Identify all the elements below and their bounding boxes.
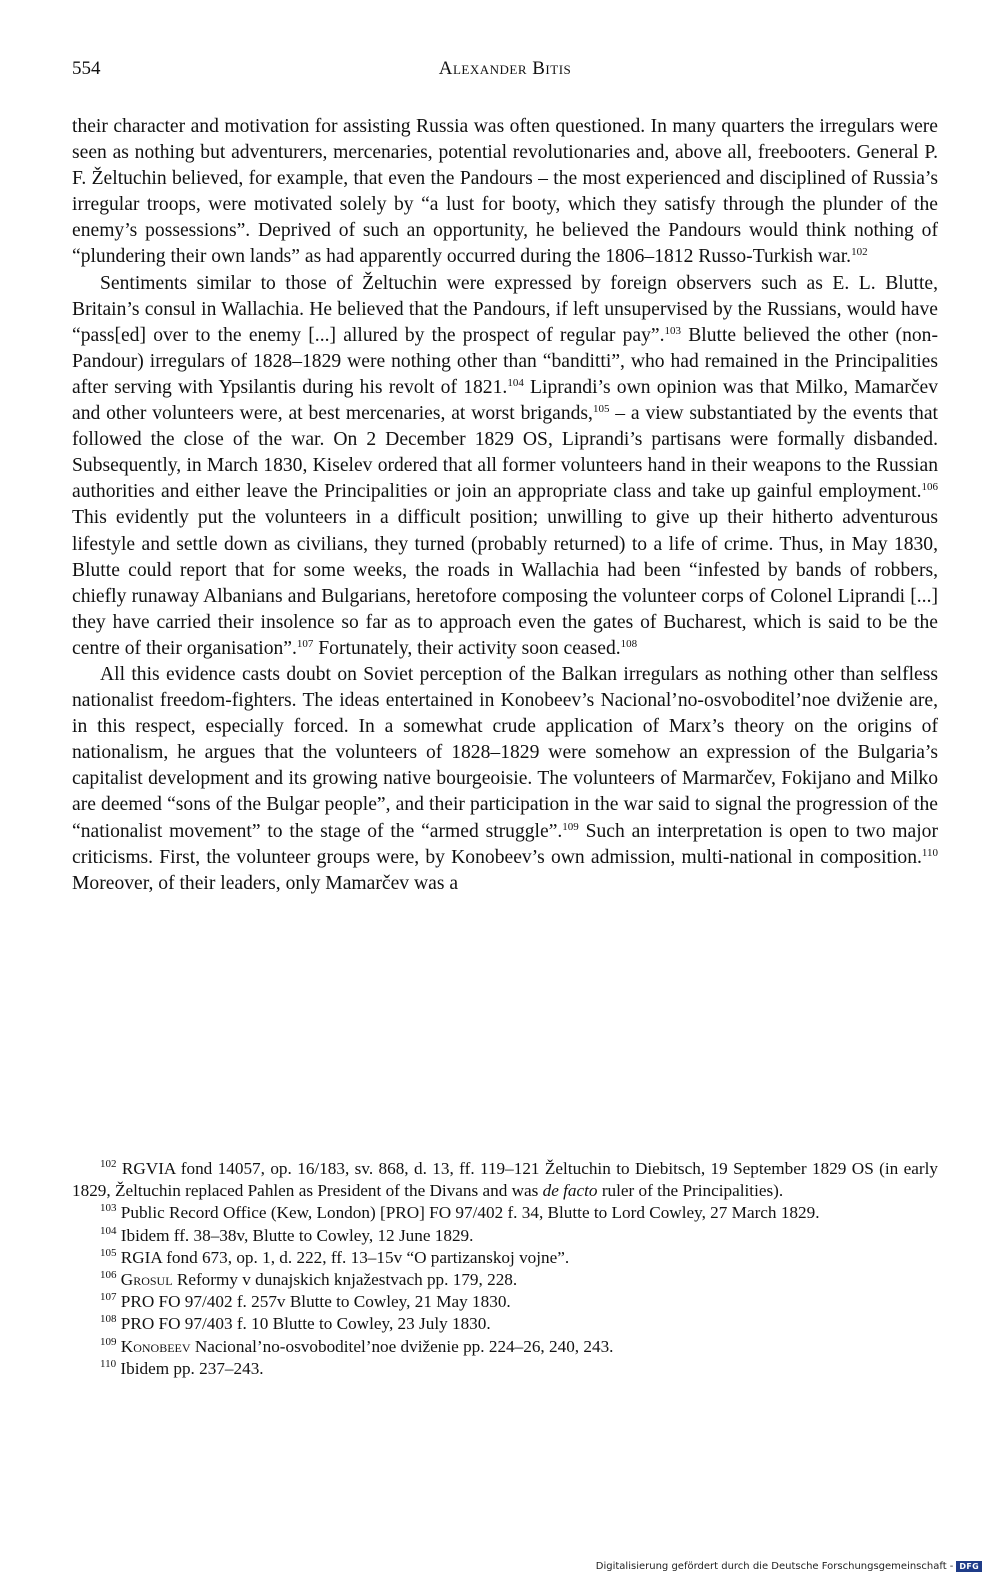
footnote-104 <box>72 1225 938 1247</box>
footnote-ref-106: 106 <box>921 481 938 494</box>
footnote-ref-110: 110 <box>921 846 938 859</box>
footnote-number: 107 <box>100 1291 117 1304</box>
paragraph-3 <box>72 662 938 897</box>
credit-text: Digitalisierung gefördert durch die Deutsche Forschungsgemeinschaft - <box>595 1561 954 1572</box>
footnote-ref-109: 109 <box>562 820 579 833</box>
text-run: Fortunately, their activity soon ceased. <box>313 637 621 659</box>
footnote-text: ruler of the Principalities). <box>597 1181 784 1201</box>
footnote-109 <box>72 1336 938 1358</box>
text-run: Sentiments similar to those of Želtuchin were expressed by foreign observers such as E. L. Blutte, Britain’s consul in Wallachia. He believed that the Pandours, if left unsupervised by the Russians, would have “pass[ed] over to the enemy [...] allured by the prospect of regular pay”. <box>72 272 938 346</box>
footnote-103 <box>72 1202 938 1224</box>
text-run: All this evidence casts doubt on Soviet perception of the Balkan irregulars as nothing other than selfless nationalist freedom-fighters. The ideas entertained in Konobeev’s Nacional’no-osvoboditel’noe dviženie are, in this respect, especially forced. In a somewhat crude application of Marx’s theory on the origins of nationalism, he argues that the volunteers of 1828–1829 were somehow an expression of the Bulgaria’s capitalist development and its growing native bourgeoisie. The volunteers of Marmarčev, Fokijano and Milko are deemed “sons of the Bulgar people”, and their participation in the war said to signal the progression of the “nationalist movement” to the stage of the “armed struggle”. <box>72 663 938 842</box>
footnote-106 <box>72 1269 938 1291</box>
footnote-number: 108 <box>100 1313 117 1326</box>
footnote-number: 102 <box>100 1158 117 1170</box>
footnote-number: 106 <box>100 1269 117 1282</box>
footnote-number: 110 <box>100 1357 117 1370</box>
dfg-logo: DFG <box>956 1561 982 1572</box>
footnote-number: 103 <box>100 1202 117 1215</box>
footnote-number: 104 <box>100 1224 117 1237</box>
footnote-107 <box>72 1291 938 1313</box>
text-run: Moreover, of their leaders, only Mamarčev was a <box>72 872 459 894</box>
paragraph-2 <box>72 271 938 662</box>
footnote-text: Reformy v dunajskich knjažestvach pp. 179, 228. <box>172 1270 518 1290</box>
text-run: their character and motivation for assisting Russia was often questioned. In many quarters the irregulars were seen as nothing but adventurers, mercenaries, potential revolutionaries and, above all, freebooters. General P. F. Želtuchin believed, for example, that even the Pandours – the most experienced and disciplined of Russia’s irregular troops, were motivated solely by “a lust for booty, which they satisfy through the plunder of the enemy’s possessions”. Deprived of such an opportunity, he believed the Pandours would think nothing of “plundering their own lands” as had apparently occurred during the 1806–1812 Russo-Turkish war. <box>72 116 938 268</box>
footnote-text: RGVIA fond 14057, op. 16/183, sv. 868, d. 13, ff. 119–121 Želtuchin to Diebitsch, 19 September 1829 OS (in early 1829, Želtuchin replaced Pahlen as President of the Divans and was <box>72 1159 938 1201</box>
running-head: Alexander Bitis <box>438 58 572 79</box>
text-run: – a view substantiated by the events that followed the close of the war. On 2 December 1829 OS, Liprandi’s partisans were formally disbanded. Subsequently, in March 1830, Kiselev ordered that all former volunteers hand in their weapons to the Russian authorities and either leave the Principalities or join an appropriate class and take up gainful employment. <box>72 403 938 503</box>
text-run: This evidently put the volunteers in a difficult position; unwilling to give up their hitherto adventurous lifestyle and settle down as civilians, they turned (probably returned) to a life of crime. Thus, in May 1830, Blutte could report that for some weeks, the roads in Wallachia had been “infested by bands of robbers, chiefly runaway Albanians and Bulgarians, heretofore composing the volunteer corps of Colonel Liprandi [...] they have carried their insolence so far as to approach even the gates of Bucharest, which is said to be the centre of their organisation”. <box>72 507 938 659</box>
footnote-105 <box>72 1247 938 1269</box>
footnote-108 <box>72 1313 938 1335</box>
footnote-102 <box>72 1158 938 1202</box>
main-text <box>72 114 938 897</box>
footnote-110 <box>72 1358 938 1380</box>
footnote-number: 105 <box>100 1246 117 1259</box>
text-run: Such an interpretation is open to two major criticisms. First, the volunteer groups were, by Konobeev’s own admission, multi-national in composition. <box>72 820 938 868</box>
footnote-emphasis: de facto <box>542 1181 598 1201</box>
footnote-text: Public Record Office (Kew, London) [PRO] FO 97/402 f. 34, Blutte to Lord Cowley, 27 March 1829. <box>116 1203 820 1223</box>
footnote-author: Grosul <box>120 1270 173 1290</box>
footnote-ref-107: 107 <box>296 637 314 650</box>
text-run: Blutte believed the other (non-Pandour) irregulars of 1828–1829 were nothing other than “banditti”, who had remained in the Principalities after serving with Ypsilantis during his revolt of 1821. <box>72 324 938 398</box>
footnotes <box>72 1158 938 1380</box>
page-header <box>72 58 938 88</box>
footnote-ref-102: 102 <box>851 246 868 259</box>
footnote-number: 109 <box>100 1335 117 1348</box>
footnote-author: Konobeev <box>120 1336 191 1356</box>
footnote-text: Nacional’no-osvoboditel’noe dviženie pp. 224–26, 240, 243. <box>190 1336 614 1356</box>
footnote-ref-103: 103 <box>664 324 682 337</box>
page-number: 554 <box>72 58 101 79</box>
footnote-text: PRO FO 97/403 f. 10 Blutte to Cowley, 23 July 1830. <box>116 1314 491 1334</box>
footnote-text: PRO FO 97/402 f. 257v Blutte to Cowley, 21 May 1830. <box>116 1292 511 1312</box>
footnote-ref-104: 104 <box>507 376 524 389</box>
footnote-ref-105: 105 <box>592 403 610 416</box>
footnote-ref-108: 108 <box>620 637 638 650</box>
footnote-text: Ibidem pp. 237–243. <box>116 1358 264 1378</box>
footnote-text: Ibidem ff. 38–38v, Blutte to Cowley, 12 June 1829. <box>116 1225 474 1245</box>
footnote-text: RGIA fond 673, op. 1, d. 222, ff. 13–15v “O partizanskoj vojne”. <box>116 1247 570 1267</box>
text-run: Liprandi’s own opinion was that Milko, Mamarčev and other volunteers were, at best mercenaries, at worst brigands, <box>72 376 938 425</box>
paragraph-1 <box>72 114 938 271</box>
digitization-credit <box>596 1561 982 1572</box>
